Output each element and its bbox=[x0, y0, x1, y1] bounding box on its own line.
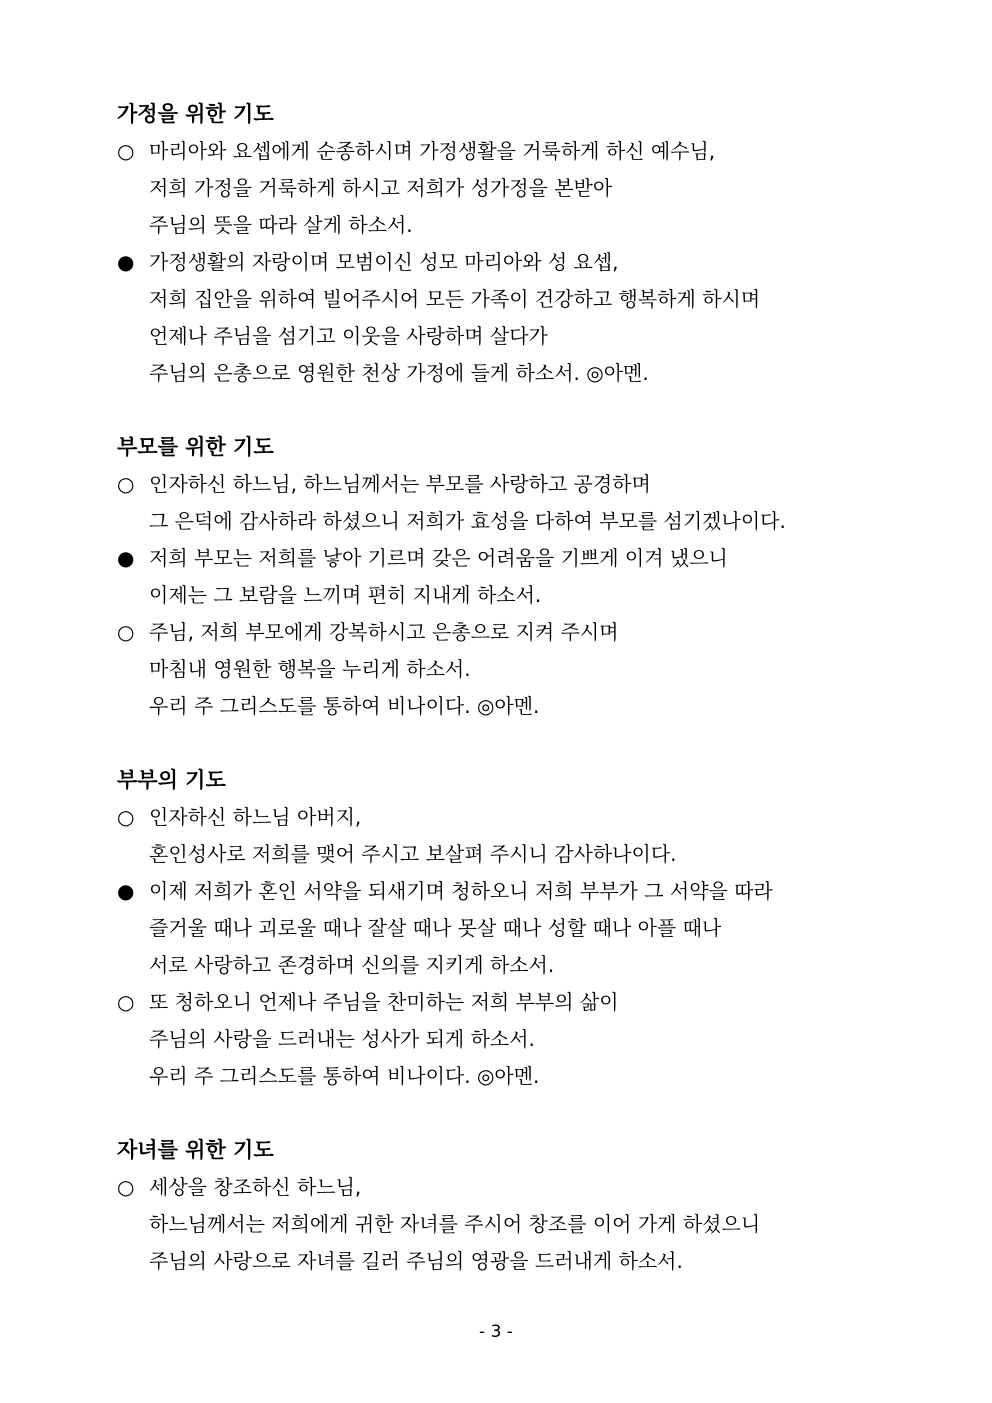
open-circle-marker: ○ bbox=[117, 472, 135, 496]
section-title: 가정을 위한 기도 bbox=[117, 102, 274, 126]
prayer-line: 언제나 주님을 섬기고 이웃을 사랑하며 살다가 bbox=[149, 324, 548, 348]
prayer-line: 주님, 저희 부모에게 강복하시고 은총으로 지켜 주시며 bbox=[149, 620, 619, 644]
prayer-section bbox=[117, 762, 897, 1095]
prayer-line: 그 은덕에 감사하라 하셨으니 저희가 효성을 다하여 부모를 섬기겠나이다. bbox=[149, 509, 786, 533]
prayer-paragraph bbox=[117, 614, 897, 725]
open-circle-marker: ○ bbox=[117, 990, 135, 1014]
document-body bbox=[117, 96, 897, 1317]
prayer-line: 혼인성사로 저희를 맺어 주시고 보살펴 주시니 감사하나이다. bbox=[149, 842, 677, 866]
prayer-section bbox=[117, 1132, 897, 1280]
prayer-line: 저희 가정을 거룩하게 하시고 저희가 성가정을 본받아 bbox=[149, 176, 613, 200]
prayer-line: 인자하신 하느님, 하느님께서는 부모를 사랑하고 공경하며 bbox=[149, 472, 651, 496]
prayer-paragraph bbox=[117, 466, 897, 540]
open-circle-marker: ○ bbox=[117, 805, 135, 829]
prayer-line: 마침내 영원한 행복을 누리게 하소서. bbox=[149, 657, 471, 681]
prayer-paragraph bbox=[117, 873, 897, 984]
filled-circle-marker: ● bbox=[117, 879, 135, 903]
prayer-paragraph bbox=[117, 799, 897, 873]
prayer-line: 세상을 창조하신 하느님, bbox=[149, 1175, 362, 1199]
prayer-line: 저희 집안을 위하여 빌어주시어 모든 가족이 건강하고 행복하게 하시며 bbox=[149, 287, 761, 311]
prayer-paragraph bbox=[117, 984, 897, 1095]
prayer-paragraph bbox=[117, 244, 897, 392]
prayer-line: 주님의 은총으로 영원한 천상 가정에 들게 하소서. ◎아멘. bbox=[149, 361, 649, 385]
prayer-section bbox=[117, 96, 897, 392]
prayer-line: 이제는 그 보람을 느끼며 편히 지내게 하소서. bbox=[149, 583, 542, 607]
prayer-line: 마리아와 요셉에게 순종하시며 가정생활을 거룩하게 하신 예수님, bbox=[149, 139, 716, 163]
prayer-line: 서로 사랑하고 존경하며 신의를 지키게 하소서. bbox=[149, 953, 555, 977]
prayer-line: 우리 주 그리스도를 통하여 비나이다. ◎아멘. bbox=[149, 1064, 540, 1088]
prayer-paragraph bbox=[117, 133, 897, 244]
section-title: 부부의 기도 bbox=[117, 768, 226, 792]
prayer-line: 주님의 사랑으로 자녀를 길러 주님의 영광을 드러내게 하소서. bbox=[149, 1249, 683, 1273]
section-title: 자녀를 위한 기도 bbox=[117, 1138, 274, 1162]
prayer-section bbox=[117, 429, 897, 725]
open-circle-marker: ○ bbox=[117, 139, 135, 163]
prayer-line: 인자하신 하느님 아버지, bbox=[149, 805, 362, 829]
prayer-line: 우리 주 그리스도를 통하여 비나이다. ◎아멘. bbox=[149, 694, 540, 718]
prayer-line: 주님의 뜻을 따라 살게 하소서. bbox=[149, 213, 413, 237]
prayer-paragraph bbox=[117, 1169, 897, 1280]
filled-circle-marker: ● bbox=[117, 250, 135, 274]
open-circle-marker: ○ bbox=[117, 620, 135, 644]
prayer-line: 이제 저희가 혼인 서약을 되새기며 청하오니 저희 부부가 그 서약을 따라 bbox=[149, 879, 773, 903]
prayer-line: 즐거울 때나 괴로울 때나 잘살 때나 못살 때나 성할 때나 아플 때나 bbox=[149, 916, 722, 940]
section-title: 부모를 위한 기도 bbox=[117, 435, 274, 459]
prayer-paragraph bbox=[117, 540, 897, 614]
open-circle-marker: ○ bbox=[117, 1175, 135, 1199]
prayer-line: 저희 부모는 저희를 낳아 기르며 갖은 어려움을 기쁘게 이겨 냈으니 bbox=[149, 546, 728, 570]
prayer-line: 또 청하오니 언제나 주님을 찬미하는 저희 부부의 삶이 bbox=[149, 990, 619, 1014]
filled-circle-marker: ● bbox=[117, 546, 135, 570]
page-number: - 3 - bbox=[479, 1322, 513, 1342]
prayer-line: 가정생활의 자랑이며 모범이신 성모 마리아와 성 요셉, bbox=[149, 250, 619, 274]
prayer-line: 주님의 사랑을 드러내는 성사가 되게 하소서. bbox=[149, 1027, 535, 1051]
prayer-line: 하느님께서는 저희에게 귀한 자녀를 주시어 창조를 이어 가게 하셨으니 bbox=[149, 1212, 761, 1236]
